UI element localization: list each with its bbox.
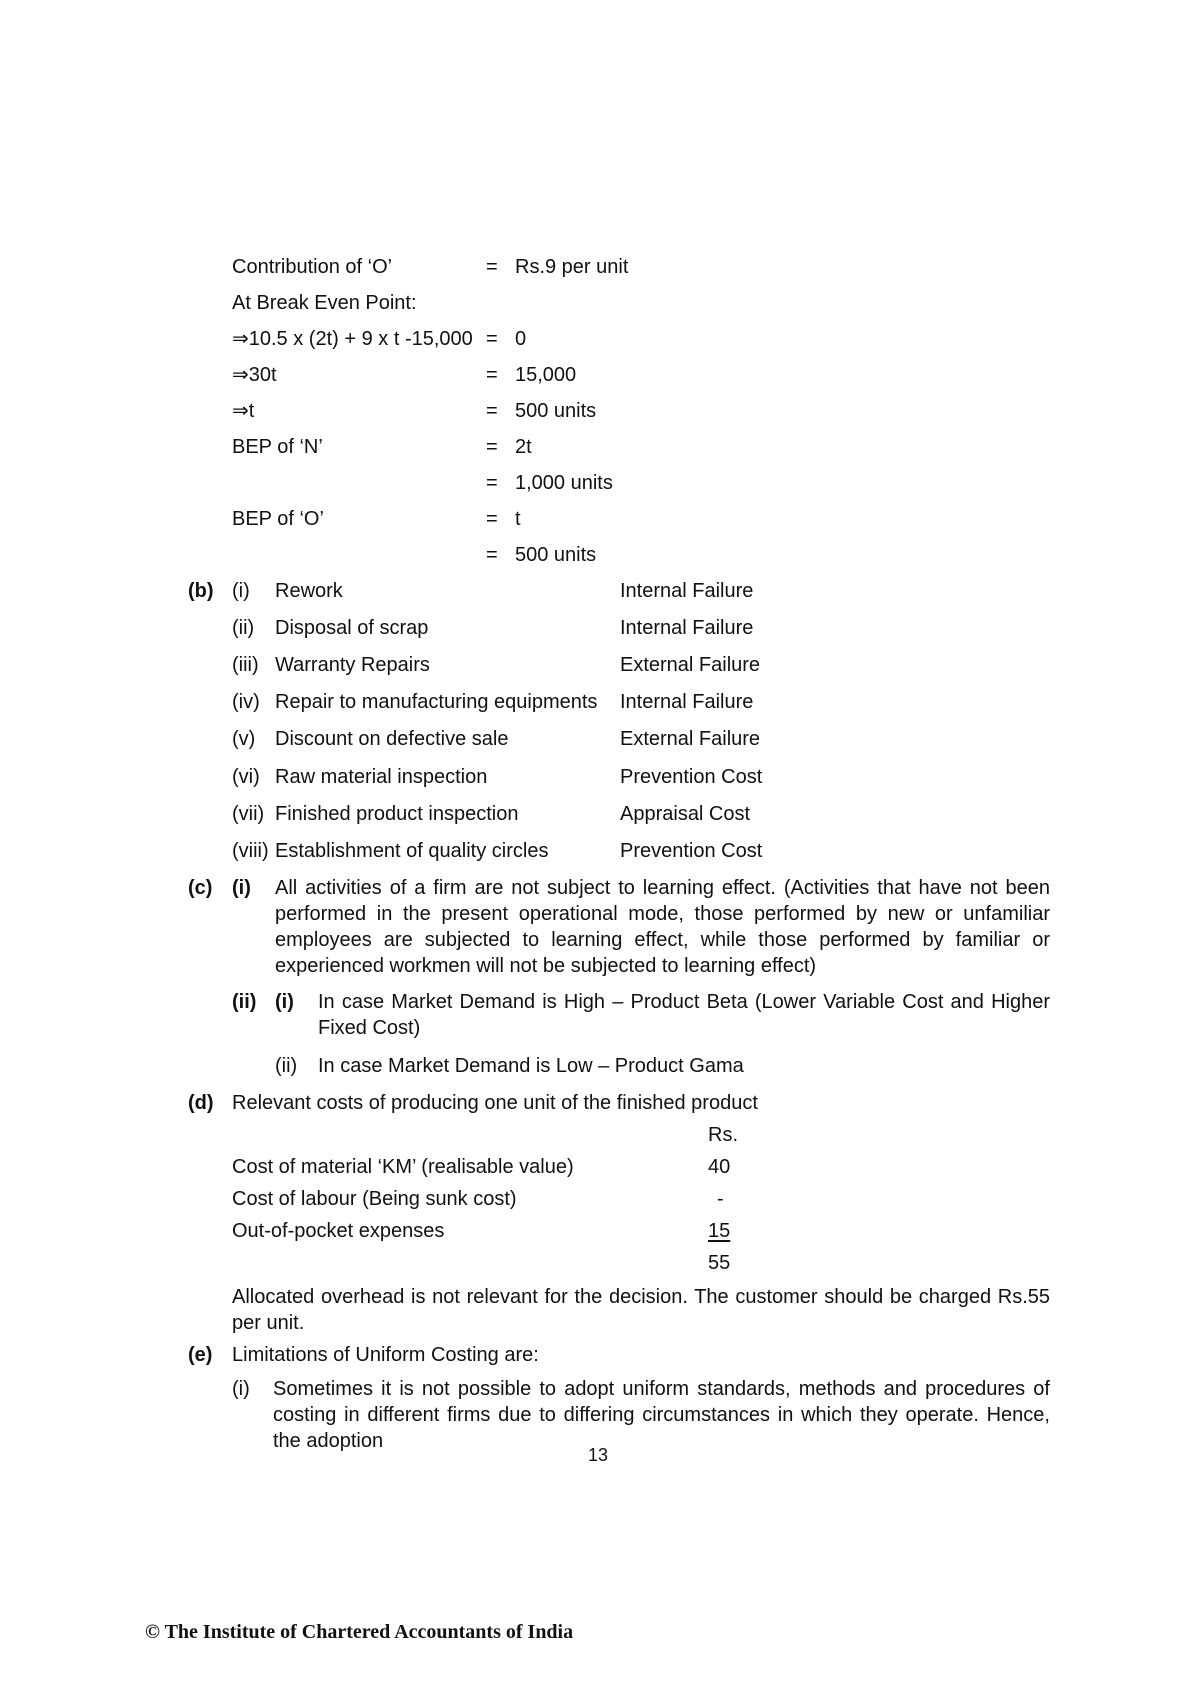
part-c-i-label: (i) <box>232 877 251 899</box>
list-item-number: (vi) <box>232 766 260 788</box>
part-d-label: (d) <box>188 1092 214 1114</box>
list-item-category: External Failure <box>620 728 761 750</box>
learning-effect-paragraph: All activities of a firm are not subject to learning effect. (Activities that have not been performed in the present operational mode, those performed by new or unfamiliar employees are subjected to learning effect, while those performed by familiar or experienced workmen will not be subjected to learning effect) <box>275 877 1050 977</box>
part-c-ii-i-label: (i) <box>275 991 294 1013</box>
equation-1-rhs: 0 <box>515 328 527 350</box>
part-e-i-label: (i) <box>232 1378 250 1400</box>
list-item-category: Internal Failure <box>620 580 754 602</box>
table-row-value: 15 <box>708 1220 731 1242</box>
part-c-ii-ii-label: (ii) <box>275 1055 298 1077</box>
currency-header: Rs. <box>708 1124 738 1146</box>
table-row-value: 40 <box>708 1156 731 1178</box>
equation-3-lhs: ⇒t <box>232 400 255 422</box>
list-item-number: (iii) <box>232 654 259 676</box>
equation-1-lhs: ⇒10.5 x (2t) + 9 x t -15,000 <box>232 328 473 350</box>
equals-sign: = <box>486 400 498 422</box>
equals-sign: = <box>486 508 498 530</box>
part-c-label: (c) <box>188 877 213 899</box>
bep-o-value: t <box>515 508 521 530</box>
bep-o-value-units: 500 units <box>515 544 597 566</box>
list-item-text: Rework <box>275 580 343 602</box>
list-item-text: Warranty Repairs <box>275 654 430 676</box>
list-item-text: Establishment of quality circles <box>275 840 549 862</box>
equation-2-rhs: 15,000 <box>515 364 577 386</box>
list-item-category: Prevention Cost <box>620 766 763 788</box>
low-demand-text: In case Market Demand is Low – Product Gama <box>318 1055 744 1077</box>
bep-n-label: BEP of ‘N’ <box>232 436 323 458</box>
contribution-value: Rs.9 per unit <box>515 256 629 278</box>
table-row-item: Cost of material ‘KM’ (realisable value) <box>232 1156 574 1178</box>
part-b-label: (b) <box>188 580 214 602</box>
list-item-category: Internal Failure <box>620 617 754 639</box>
list-item-category: Prevention Cost <box>620 840 763 862</box>
list-item-category: Appraisal Cost <box>620 803 751 825</box>
table-row-item: Cost of labour (Being sunk cost) <box>232 1188 517 1210</box>
part-d-intro: Relevant costs of producing one unit of the finished product <box>232 1092 758 1114</box>
equals-sign: = <box>486 364 498 386</box>
list-item-number: (vii) <box>232 803 265 825</box>
equals-sign: = <box>486 436 498 458</box>
uniform-costing-limitation-text: Sometimes it is not possible to adopt uniform standards, methods and procedures of costing in different firms due to differing circumstances in which they operate. Hence, the adoption <box>273 1378 1050 1452</box>
list-item-text: Raw material inspection <box>275 766 488 788</box>
list-item-number: (iv) <box>232 691 260 713</box>
equals-sign: = <box>486 256 498 278</box>
bep-heading: At Break Even Point: <box>232 292 417 314</box>
list-item-category: Internal Failure <box>620 691 754 713</box>
equals-sign: = <box>486 472 498 494</box>
copyright-footer: © The Institute of Chartered Accountants of India <box>145 1621 574 1643</box>
bep-n-value: 2t <box>515 436 532 458</box>
equals-sign: = <box>486 544 498 566</box>
bep-n-value-units: 1,000 units <box>515 472 613 494</box>
high-demand-text: In case Market Demand is High – Product Beta (Lower Variable Cost and Higher Fixed Cost) <box>318 991 1050 1039</box>
list-item-text: Discount on defective sale <box>275 728 509 750</box>
equation-2-lhs: ⇒30t <box>232 364 277 386</box>
page-number: 13 <box>588 1445 609 1465</box>
bep-o-label: BEP of ‘O’ <box>232 508 324 530</box>
table-row-item: Out-of-pocket expenses <box>232 1220 445 1242</box>
list-item-text: Finished product inspection <box>275 803 519 825</box>
list-item-number: (ii) <box>232 617 255 639</box>
part-e-label: (e) <box>188 1344 213 1366</box>
list-item-number: (i) <box>232 580 250 602</box>
list-item-category: External Failure <box>620 654 761 676</box>
contribution-label: Contribution of ‘O’ <box>232 256 393 278</box>
list-item-text: Repair to manufacturing equipments <box>275 691 598 713</box>
table-total: 55 <box>708 1252 731 1274</box>
part-d-conclusion: Allocated overhead is not relevant for the decision. The customer should be charged Rs.55 per unit. <box>232 1286 1050 1334</box>
list-item-number: (v) <box>232 728 256 750</box>
part-e-heading: Limitations of Uniform Costing are: <box>232 1344 539 1366</box>
list-item-number: (viii) <box>232 840 269 862</box>
table-row-value: - <box>717 1188 724 1210</box>
equation-3-rhs: 500 units <box>515 400 597 422</box>
list-item-text: Disposal of scrap <box>275 617 429 639</box>
equals-sign: = <box>486 328 498 350</box>
part-c-ii-label: (ii) <box>232 991 257 1013</box>
